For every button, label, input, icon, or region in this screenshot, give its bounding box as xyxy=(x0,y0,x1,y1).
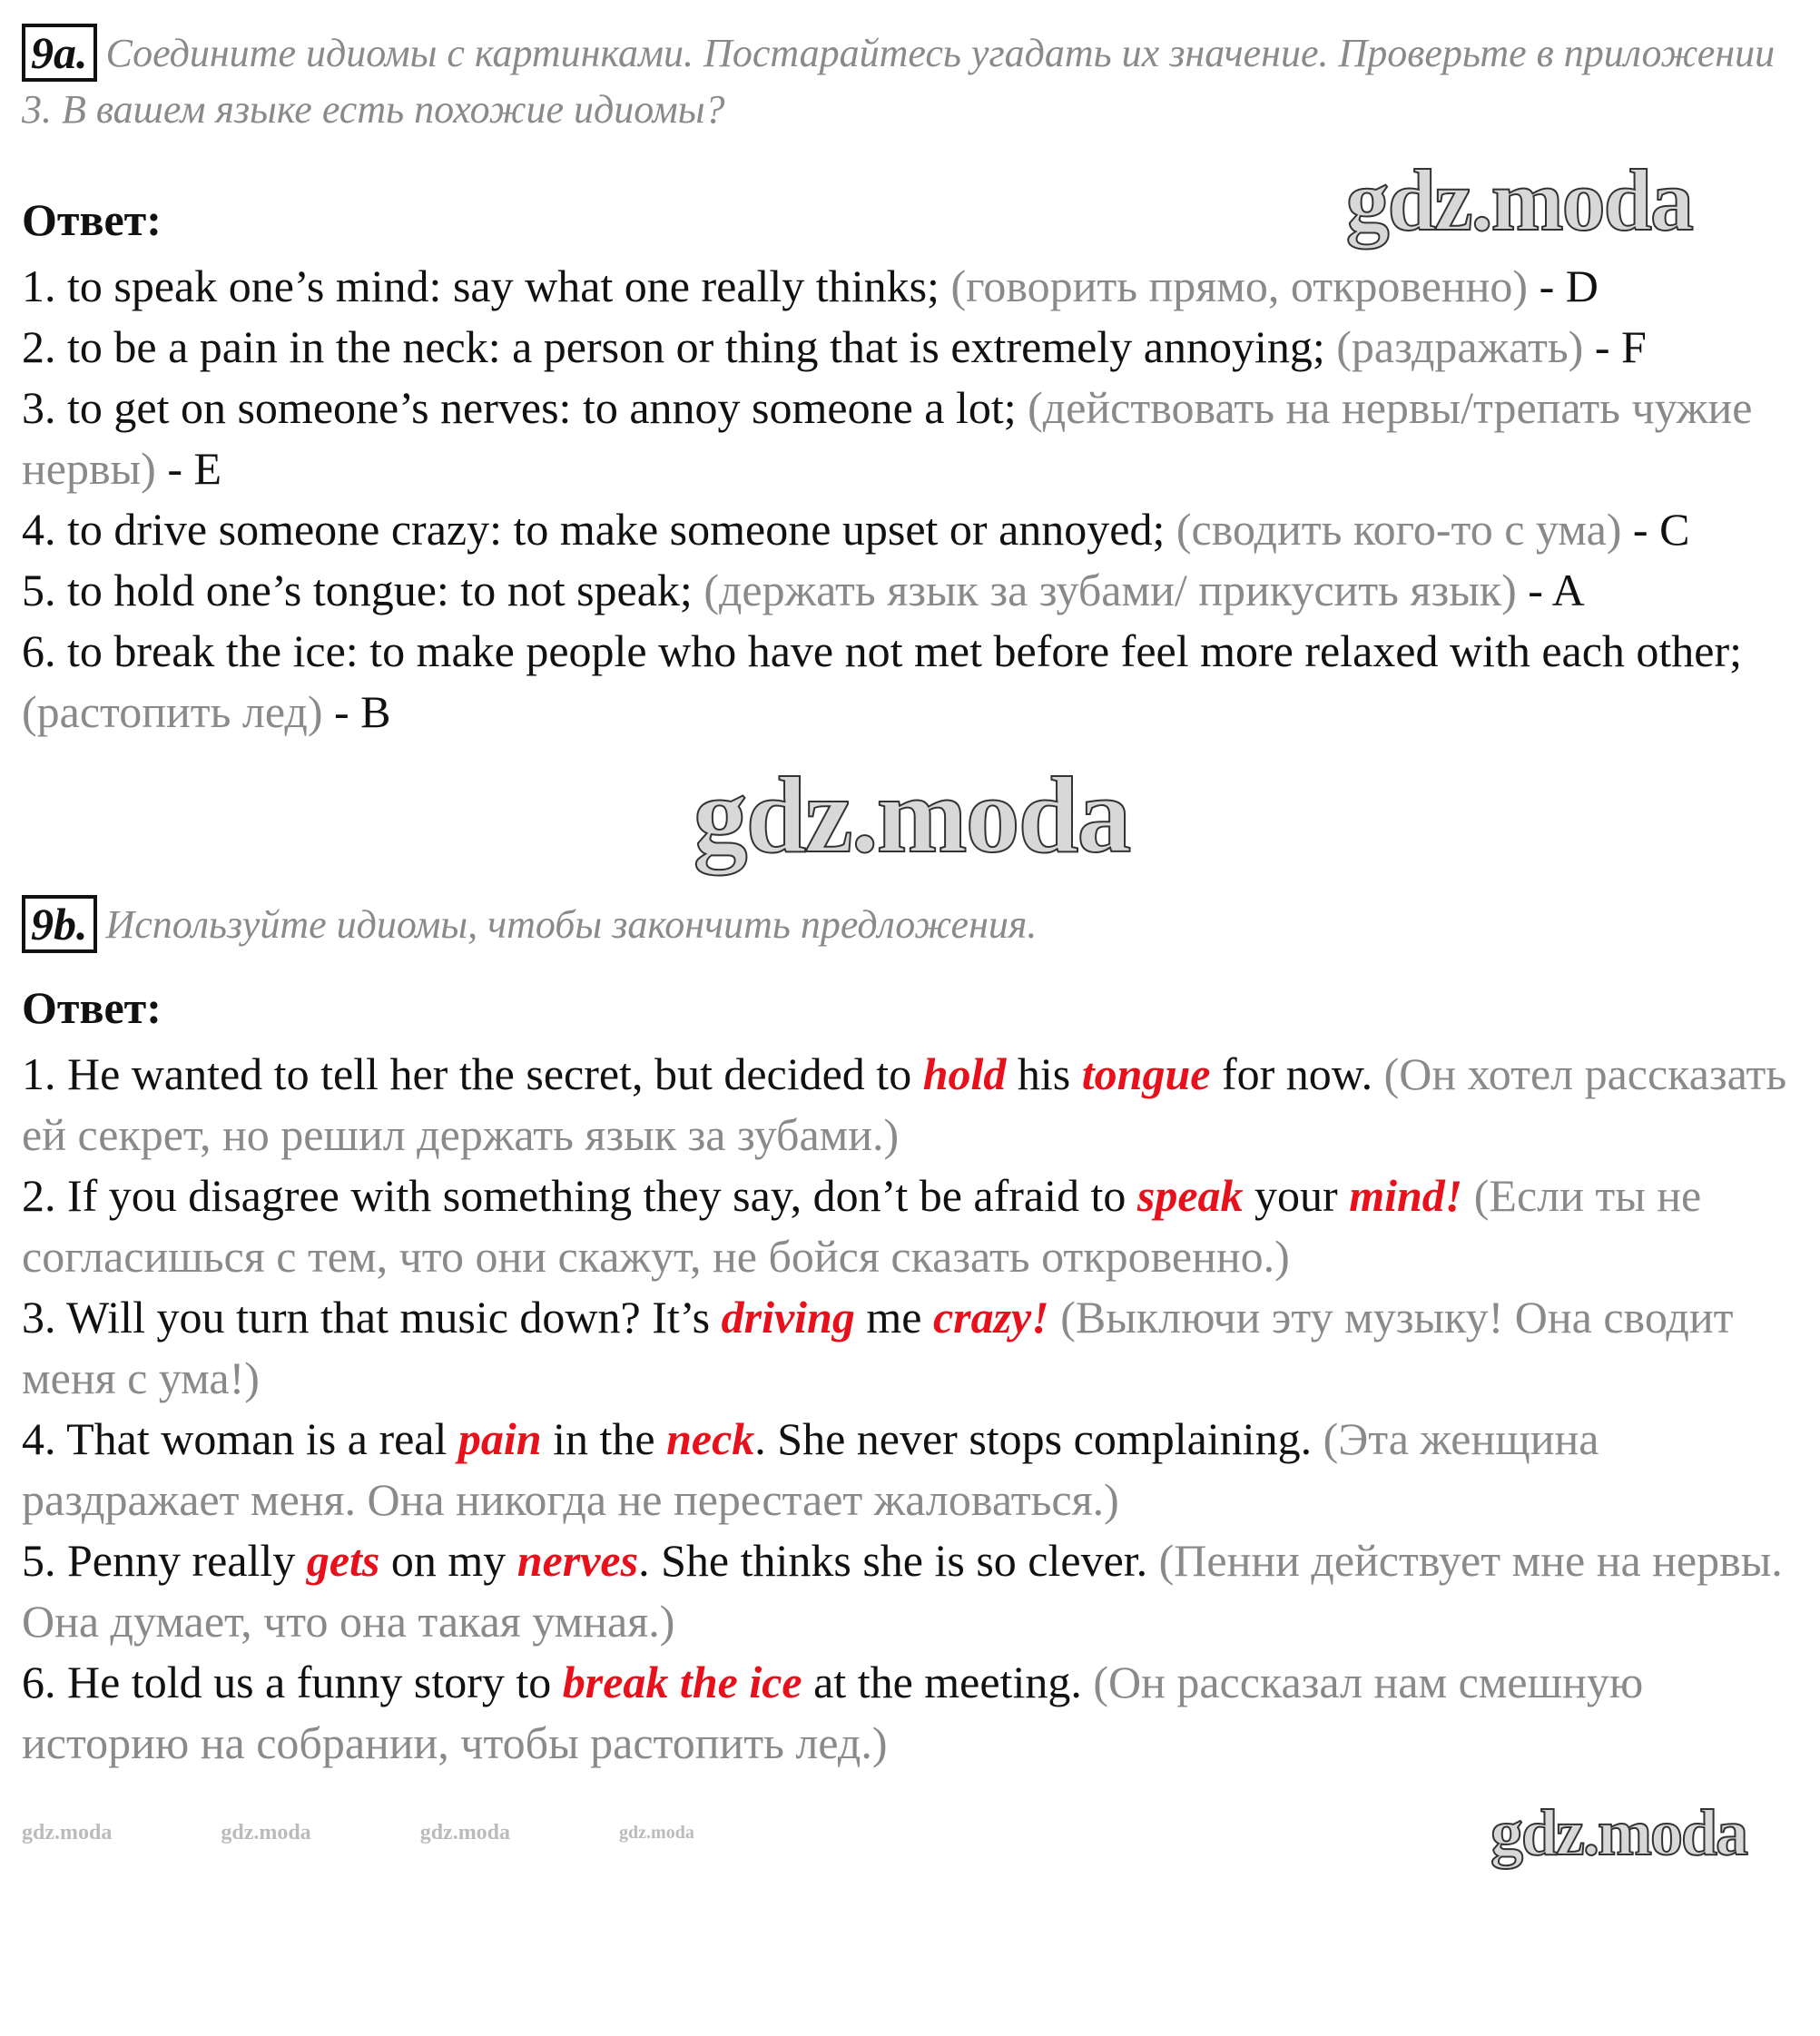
translation-text: (сводить кого-то с ума) xyxy=(1176,504,1622,555)
idiom-highlight: ! xyxy=(1031,1292,1061,1343)
answer-text: - C xyxy=(1621,504,1690,555)
answer-text: - B xyxy=(322,686,391,737)
answer-text: 1. to speak one’s mind: say what one really thinks; xyxy=(22,261,951,311)
watermark: gdz.moda xyxy=(1345,152,1692,249)
translation-text: (Эта женщина раздражает меня. Она никогда не перестает жаловаться.) xyxy=(22,1413,1599,1525)
idiom-highlight: pain xyxy=(457,1413,542,1464)
translation-text: (Он рассказал нам смешную историю на собрании, чтобы растопить лед.) xyxy=(22,1657,1644,1768)
translation-text: (растопить лед) xyxy=(22,686,323,737)
answer-item xyxy=(22,1044,1801,1166)
translation-text: (действовать на нервы/трепать чужие нервы) xyxy=(22,382,1753,494)
answer-list-9b xyxy=(22,1044,1801,1774)
task-9a xyxy=(22,25,1801,138)
translation-text: (говорить прямо, откровенно) xyxy=(950,261,1529,311)
answer-text: your xyxy=(1243,1170,1350,1221)
idiom-highlight: neck xyxy=(666,1413,755,1464)
answer-text: 2. If you disagree with something they say, don’t be afraid to xyxy=(22,1170,1137,1221)
answer-text: 1. He wanted to tell her the secret, but decided to xyxy=(22,1048,923,1099)
idiom-highlight: driving xyxy=(721,1292,855,1343)
answer-item xyxy=(22,1287,1801,1409)
idiom-highlight: nerves xyxy=(516,1535,639,1586)
answer-item xyxy=(22,1652,1801,1774)
answer-text: 4. That woman is a real xyxy=(22,1413,458,1464)
exercise-badge: 9b. xyxy=(22,895,97,953)
watermark: gdz.moda xyxy=(619,1822,694,1843)
answer-text: for now. xyxy=(1210,1048,1384,1099)
answer-text: 3. Will you turn that music down? It’s xyxy=(22,1292,722,1343)
answer-label: Ответ: xyxy=(22,982,162,1033)
watermark-row xyxy=(22,1792,1801,1874)
answer-text: - E xyxy=(155,443,222,494)
answer-text: 5. to hold one’s tongue: to not speak; xyxy=(22,565,704,615)
answer-text: . She thinks she is so clever. xyxy=(638,1535,1159,1586)
translation-text: (раздражать) xyxy=(1336,321,1584,372)
idiom-highlight: ! xyxy=(1444,1170,1474,1221)
idiom-highlight: hold xyxy=(922,1048,1007,1099)
watermark: gdz.moda xyxy=(22,1820,113,1844)
exercise-badge: 9a. xyxy=(22,24,97,82)
answer-text: in the xyxy=(541,1413,667,1464)
answer-text: at the meeting. xyxy=(802,1657,1094,1707)
answer-item xyxy=(22,1166,1801,1287)
answer-item xyxy=(22,256,1801,317)
answer-header xyxy=(22,957,1801,1038)
watermark: gdz.moda xyxy=(419,1820,511,1844)
answer-text: - D xyxy=(1528,261,1599,311)
idiom-highlight: tongue xyxy=(1081,1048,1211,1099)
idiom-highlight: crazy xyxy=(932,1292,1032,1343)
translation-text: (Он хотел рассказать ей секрет, но решил держать язык за зубами.) xyxy=(22,1048,1787,1160)
answer-item xyxy=(22,1530,1801,1652)
answer-list-9a xyxy=(22,256,1801,743)
answer-header xyxy=(22,142,1801,251)
idiom-highlight: break the ice xyxy=(562,1657,802,1707)
watermark: gdz.moda xyxy=(693,754,1130,875)
answer-item xyxy=(22,499,1801,560)
answer-text: 6. to break the ice: to make people who have not met before feel more relaxed with each other; xyxy=(22,625,1743,676)
answer-item xyxy=(22,378,1801,499)
answer-text: 5. Penny really xyxy=(22,1535,307,1586)
answer-item xyxy=(22,1409,1801,1530)
task-instruction: Соедините идиомы с картинками. Постарайтесь угадать их значение. Проверьте в приложении 3. В вашем языке есть похожие идиомы? xyxy=(22,31,1776,132)
answer-label: Ответ: xyxy=(22,194,162,245)
answer-text: 4. to drive someone crazy: to make someone upset or annoyed; xyxy=(22,504,1176,555)
answer-text: 6. He told us a funny story to xyxy=(22,1657,563,1707)
translation-text: (Пенни действует мне на нервы. Она думает, что она такая умная.) xyxy=(22,1535,1783,1647)
watermark: gdz.moda xyxy=(1490,1796,1746,1869)
translation-text: (держать язык за зубами/ прикусить язык) xyxy=(703,565,1517,615)
watermark: gdz.moda xyxy=(221,1820,311,1844)
answer-text: 2. to be a pain in the neck: a person or thing that is extremely annoying; xyxy=(22,321,1337,372)
idiom-highlight: speak xyxy=(1136,1170,1244,1221)
answer-text: on my xyxy=(379,1535,517,1586)
answer-item xyxy=(22,317,1801,378)
answer-text: me xyxy=(854,1292,933,1343)
translation-text: (Если ты не согласишься с тем, что они скажут, не бойся сказать откровенно.) xyxy=(22,1170,1702,1282)
idiom-highlight: mind xyxy=(1349,1170,1445,1221)
task-9b xyxy=(22,897,1801,953)
answer-text: 3. to get on someone’s nerves: to annoy someone a lot; xyxy=(22,382,1028,433)
answer-text: his xyxy=(1006,1048,1082,1099)
answer-item xyxy=(22,560,1801,621)
task-instruction: Используйте идиомы, чтобы закончить предложения. xyxy=(105,902,1038,947)
answer-text: - F xyxy=(1583,321,1647,372)
translation-text: (Выключи эту музыку! Она сводит меня с ума!) xyxy=(22,1292,1734,1403)
answer-text: . She never stops complaining. xyxy=(754,1413,1323,1464)
answer-item xyxy=(22,621,1801,743)
answer-text: - A xyxy=(1516,565,1585,615)
idiom-highlight: gets xyxy=(306,1535,380,1586)
